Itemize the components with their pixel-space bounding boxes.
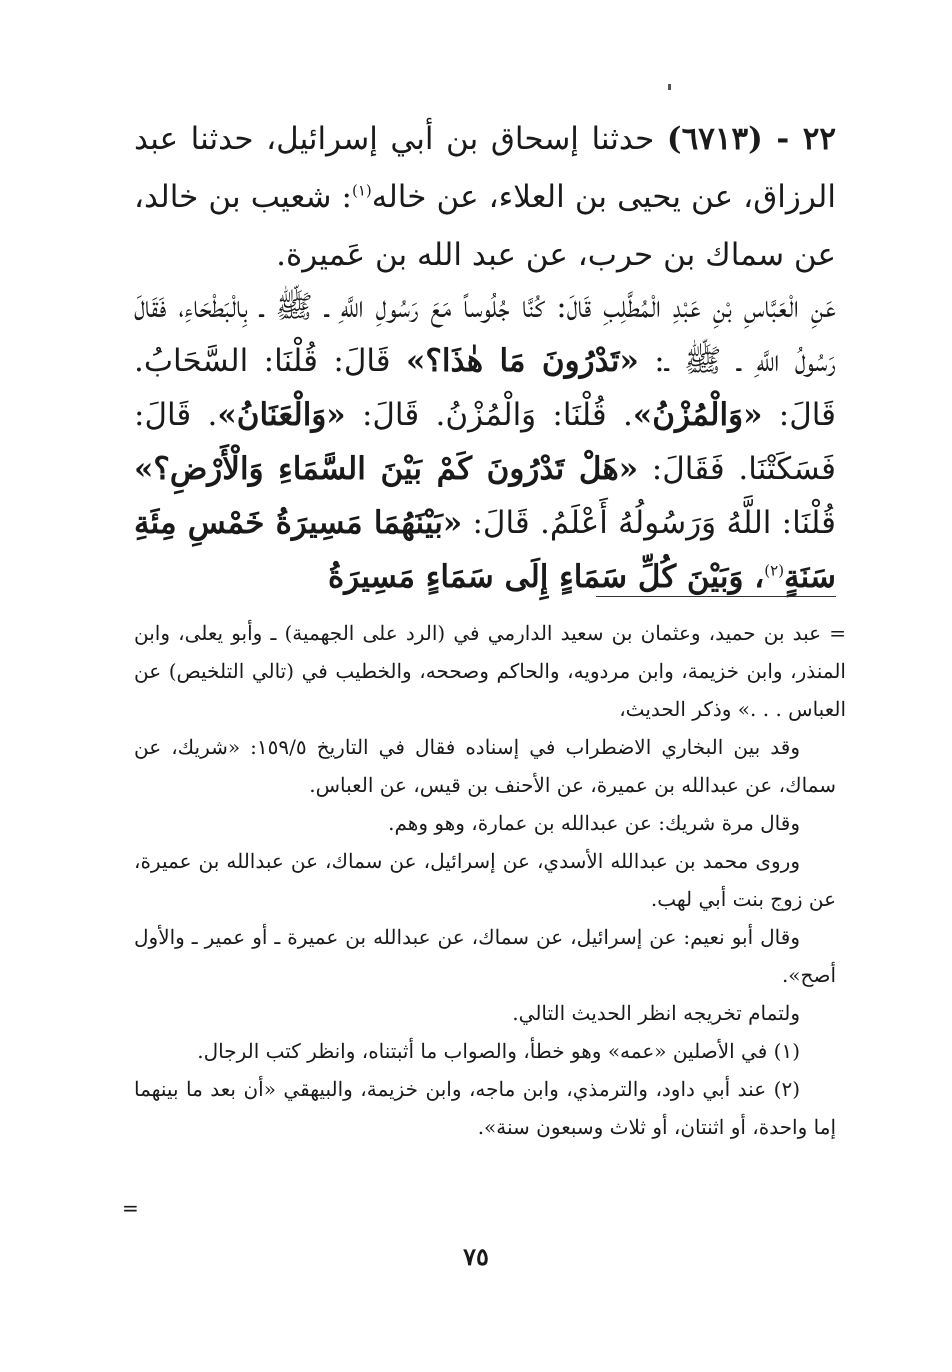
hadith-number: ٢٢ - (٦٧١٣): [666, 121, 836, 157]
hadith-text-5: قُلْنَا: اللَّهُ وَرَسُولُهُ أَعْلَمُ. قَالَ:: [462, 505, 836, 541]
footnote-1: (١) في الأصلين «عمه» وهو خطأ، والصواب ما أثبتناه، وانظر كتب الرجال.: [197, 1039, 800, 1063]
footnote-2: (٢) عند أبي داود، والترمذي، وابن ماجه، وابن خزيمة، والبيهقي «أن بعد ما بينهما إما واحدة، أو اثنتان، أو ثلاث وسبعون سنة».: [134, 1077, 836, 1139]
chain-text-2: : شعيب بن خالد، عن سماك بن حرب، عن عبد الله بن عَميرة.: [134, 179, 836, 273]
hadith-text: [134, 280, 836, 604]
hadith-chain-header: [134, 110, 836, 284]
prophet-quote-4: «هَلْ تَدْرُونَ كَمْ بَيْنَ السَّمَاءِ وَالْأَرْضِ؟»: [134, 451, 639, 487]
hadith-text-3: . قُلْنَا: وَالْمُزْنُ. قَالَ:: [345, 397, 633, 433]
footnote-separator: [596, 596, 836, 597]
prophet-quote-2: «وَالْمُزْنُ»: [632, 397, 763, 433]
footnote-paragraph: = عبد بن حميد، وعثمان بن سعيد الدارمي في (الرد على الجهمية) ـ وأبو يعلى، وابن المنذر، وابن خزيمة، وابن مردويه، والحاكم وصححه، والخطيب في (تالي التلخيص) عن العباس . . .» وذكر الحديث،: [134, 621, 846, 721]
hadith-text-1: عَنِ الْعَبَّاسِ بْنِ عَبْدِ الْمُطَّلِبِ قَالَ: كُنَّا جُلُوساً مَعَ رَسُولِ اللَّهِ ـ ﷺ ـ بِالْبَطْحَاءِ، فَقَالَ رَسُولُ اللَّهِ ـ ﷺ ـ:: [134, 289, 836, 379]
prophet-quote-6: ، وَبَيْنَ كُلِّ سَمَاءٍ إِلَى سَمَاءٍ مَسِيرَةُ: [328, 559, 765, 595]
prophet-quote-1: «تَدْرُونَ مَا هٰذَا؟»: [406, 343, 639, 379]
footnote-ref-1: (١): [351, 181, 372, 200]
footnote-paragraph: ولتمام تخريجه انظر الحديث التالي.: [512, 1001, 800, 1025]
hadith-text-4: . قَالَ: فَسَكَتْنَا. فَقَالَ:: [134, 397, 836, 487]
stray-ink-mark: [668, 84, 671, 90]
continuation-mark: =: [122, 1196, 139, 1220]
footnote-paragraph: وقال مرة شريك: عن عبدالله بن عمارة، وهو وهم.: [388, 811, 800, 835]
footnote-paragraph: وقد بين البخاري الاضطراب في إسناده فقال في التاريخ ١٥٩/٥: «شريك، عن سماك، عن عبدالله بن عميرة، عن الأحنف بن قيس، عن العباس.: [134, 735, 836, 797]
chain-text-1: حدثنا إسحاق بن أبي إسرائيل، حدثنا عبد الرزاق، عن يحيى بن العلاء، عن خاله: [134, 121, 836, 215]
prophet-quote-3: «وَالْعَنَانُ»: [217, 397, 346, 433]
footnote-paragraph: وروى محمد بن عبدالله الأسدي، عن إسرائيل، عن سماك، عن عبدالله بن عميرة، عن زوج بنت أبي لهب.: [134, 849, 836, 911]
prophet-quote-5: «بَيْنَهُمَا مَسِيرَةُ خَمْسِ مِئَةِ سَنَةٍ: [134, 505, 836, 595]
footnote-paragraph: وقال أبو نعيم: عن إسرائيل، عن سماك، عن عبدالله بن عميرة ـ أو عمير ـ والأول أصح».: [134, 925, 836, 987]
hadith-text-2: قَالَ: قُلْنَا: السَّحَابُ. قَالَ:: [134, 343, 836, 433]
page-number: ٧٥: [463, 1242, 489, 1271]
footnote-ref-2: (٢): [764, 561, 785, 580]
footnotes: [134, 614, 846, 1146]
